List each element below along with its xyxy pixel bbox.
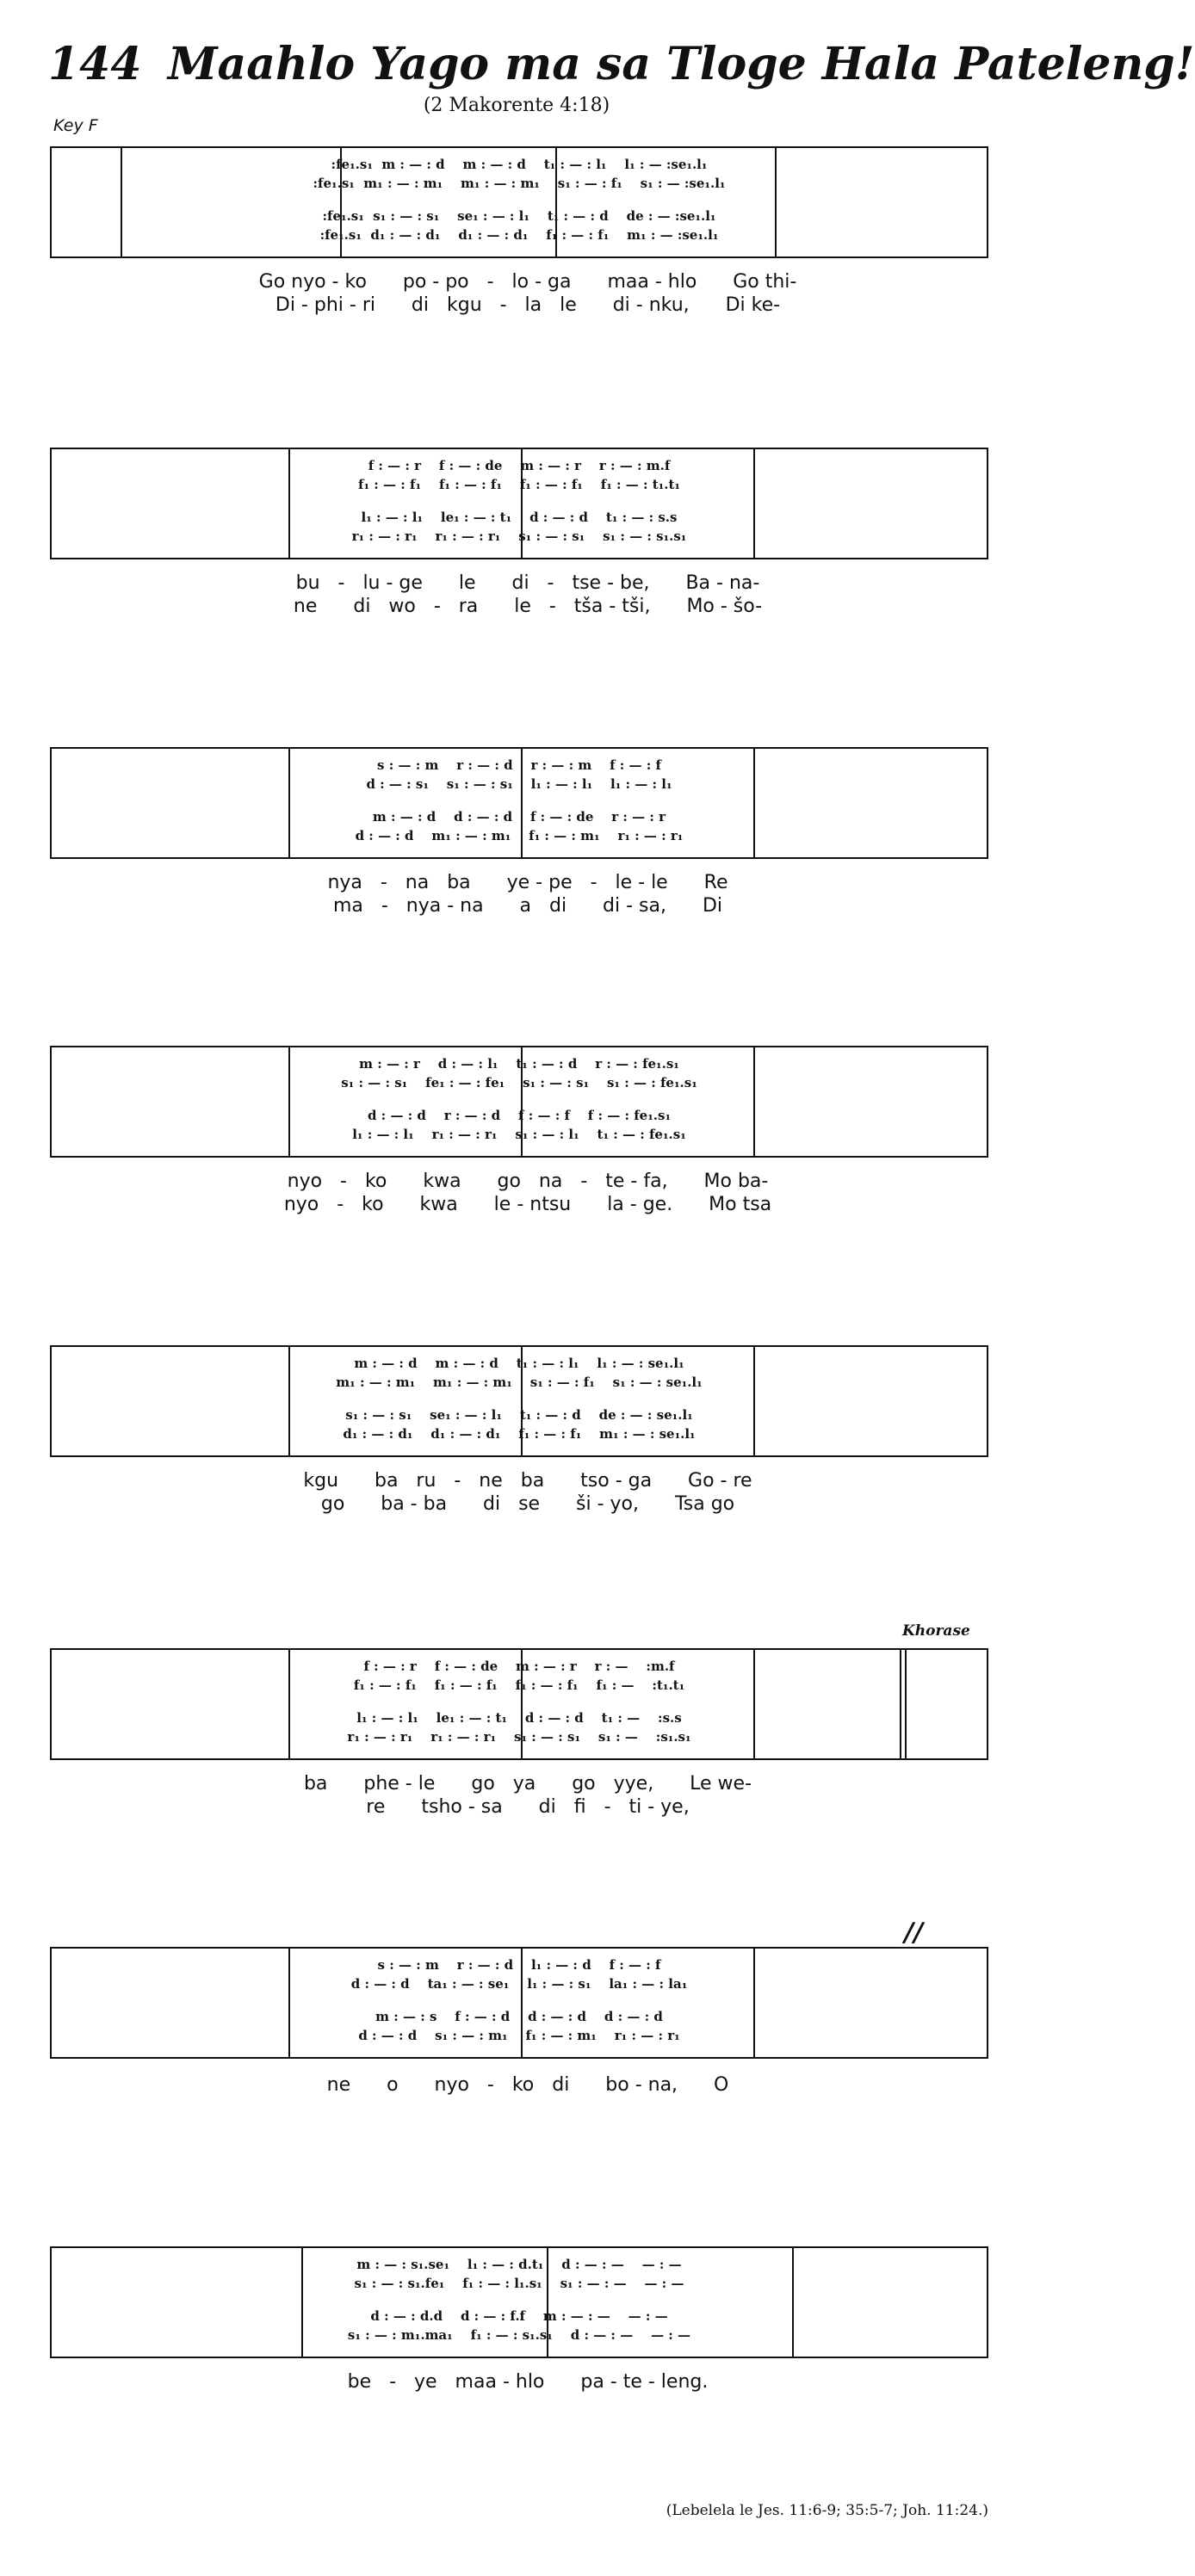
lyric-text: go ba - ba di se ši - yo, Tsa go: [320, 1493, 735, 1515]
lyric-line: [67, 2074, 988, 2098]
lyric-line: [67, 572, 988, 596]
voice-row: [57, 477, 981, 496]
hymn-number: 144: [48, 38, 142, 90]
lyric-line: [67, 1194, 988, 1218]
voice-notes: m : — : d m : — : d t₁ : — : l₁ l₁ : — : se₁.l₁: [354, 1356, 684, 1371]
voice-notes: d : — : d r : — : d f : — : f f : — : fe₁.s₁: [367, 1108, 672, 1123]
music-stave: [50, 2246, 988, 2358]
voice-row: [57, 1957, 981, 1976]
voice-notes: s₁ : — : m₁.ma₁ f₁ : — : s₁.s₁ d : — : — — : —: [347, 2327, 691, 2343]
voice-row: [57, 2276, 981, 2295]
voice-row: [57, 1976, 981, 1995]
voice-notes: f : — : r f : — : de m : — : r r : — : m.f: [368, 458, 671, 473]
voice-notes: d : — : d ta₁ : — : se₁ l₁ : — : s₁ la₁ : — : la₁: [350, 1976, 688, 1992]
voice-row: [57, 2257, 981, 2276]
voice-notes: s₁ : — : s₁.fe₁ f₁ : — : l₁.s₁ s₁ : — : — — : —: [354, 2276, 684, 2291]
voice-row: [57, 510, 981, 528]
lyric-text: kgu ba ru - ne ba tso - ga Go - re: [303, 1470, 752, 1492]
voice-row: [57, 757, 981, 776]
voice-notes: s₁ : — : s₁ se₁ : — : l₁ t₁ : — : d de : — : se₁.l₁: [345, 1407, 693, 1423]
lyric-text: [67, 2097, 988, 2122]
voice-row: [57, 2327, 981, 2346]
voice-notes: :fe₁.s₁ m₁ : — : m₁ m₁ : — : m₁ s₁ : — : f₁ s₁ : — :se₁.l₁: [313, 176, 726, 191]
lyric-line: [67, 1171, 988, 1195]
lyric-text: Go nyo - ko po - po - lo - ga maa - hlo Go thi-: [258, 271, 797, 293]
voice-row: [57, 1729, 981, 1748]
music-stave: [50, 448, 988, 559]
lyric-text: nyo - ko kwa go na - te - fa, Mo ba-: [287, 1171, 769, 1192]
voice-notes: s₁ : — : s₁ fe₁ : — : fe₁ s₁ : — : s₁ s₁ : — : fe₁.s₁: [341, 1075, 697, 1090]
music-stave: [50, 146, 988, 258]
lyric-text: nyo - ko kwa le - ntsu la - ge. Mo tsa: [283, 1194, 772, 1215]
voice-notes: f₁ : — : f₁ f₁ : — : f₁ f₁ : — : f₁ f₁ : — : t₁.t₁: [358, 477, 680, 492]
voice-notes: f₁ : — : f₁ f₁ : — : f₁ f₁ : — : f₁ f₁ : — :t₁.t₁: [353, 1677, 685, 1693]
voice-row: [57, 227, 981, 246]
voice-notes: d : — : d m₁ : — : m₁ f₁ : — : m₁ r₁ : — : r₁: [355, 828, 684, 843]
voice-notes: m : — : r d : — : l₁ t₁ : — : d r : — : fe₁.s₁: [359, 1056, 679, 1072]
chorus-label: Khorase: [902, 1622, 970, 1640]
music-stave: [50, 1345, 988, 1457]
voice-row: [57, 1056, 981, 1075]
lyric-line: [67, 895, 988, 919]
music-stave: [50, 1947, 988, 2059]
voice-row: [57, 1407, 981, 1426]
voice-row: [57, 809, 981, 828]
voice-row: [57, 1356, 981, 1374]
voice-notes: r₁ : — : r₁ r₁ : — : r₁ s₁ : — : s₁ s₁ : — : s₁.s₁: [351, 528, 687, 544]
lyric-text: ma - nya - na a di di - sa, Di: [332, 895, 722, 917]
voice-row: [57, 1108, 981, 1127]
voice-notes: f : — : r f : — : de m : — : r r : — :m.f: [363, 1659, 675, 1674]
lyric-text: nya - na ba ye - pe - le - le Re: [327, 872, 728, 893]
voice-notes: m₁ : — : m₁ m₁ : — : m₁ s₁ : — : f₁ s₁ : — : se₁.l₁: [336, 1374, 703, 1390]
voice-row: [57, 1127, 981, 1146]
voice-notes: l₁ : — : l₁ le₁ : — : t₁ d : — : d t₁ : — :s.s: [356, 1710, 682, 1726]
voice-notes: r₁ : — : r₁ r₁ : — : r₁ s₁ : — : s₁ s₁ : — :s₁.s₁: [347, 1729, 691, 1745]
lyric-line: [67, 1493, 988, 1517]
lyric-text: bu - lu - ge le di - tse - be, Ba - na-: [295, 572, 760, 594]
lyric-line: [67, 271, 988, 295]
lyric-line: [67, 2394, 988, 2418]
voice-notes: l₁ : — : l₁ le₁ : — : t₁ d : — : d t₁ : — : s.s: [361, 510, 678, 525]
voice-row: [57, 176, 981, 195]
voice-notes: m : — : s f : — : d d : — : d d : — : d: [375, 2009, 663, 2024]
voice-notes: m : — : s₁.se₁ l₁ : — : d.t₁ d : — : — — : —: [356, 2257, 682, 2272]
lyric-line: [67, 596, 988, 620]
lyric-line: [67, 1773, 988, 1797]
footnote: (Lebelela le Jes. 11:6-9; 35:5-7; Joh. 11:24.): [666, 2502, 988, 2519]
lyric-text: ne o nyo - ko di bo - na, O: [326, 2074, 729, 2096]
voice-row: [57, 528, 981, 547]
lyric-text: Di - phi - ri di kgu - la le di - nku, Di ke-: [275, 294, 781, 316]
lyric-line: [67, 1796, 988, 1820]
voice-row: [57, 1659, 981, 1677]
voice-row: [57, 828, 981, 847]
voice-row: [57, 1374, 981, 1393]
hymn-title: Maahlo Yago ma sa Tloge Hala Pateleng!: [168, 38, 1195, 90]
voice-row: [57, 458, 981, 477]
voice-row: [57, 2009, 981, 2028]
key-signature: Key F: [53, 116, 98, 135]
voice-row: [57, 2028, 981, 2047]
voice-notes: :fe₁.s₁ m : — : d m : — : d t₁ : — : l₁ l₁ : — :se₁.l₁: [331, 157, 708, 172]
voice-row: [57, 1677, 981, 1696]
voice-notes: d₁ : — : d₁ d₁ : — : d₁ f₁ : — : f₁ m₁ : — : se₁.l₁: [343, 1426, 696, 1442]
voice-notes: d : — : d.d d : — : f.f m : — : — — : —: [370, 2308, 668, 2324]
voice-notes: d : — : s₁ s₁ : — : s₁ l₁ : — : l₁ l₁ : — : l₁: [366, 776, 672, 792]
voice-notes: m : — : d d : — : d f : — : de r : — : r: [372, 809, 666, 825]
music-stave: [50, 747, 988, 859]
voice-row: [57, 1075, 981, 1094]
lyric-line: [67, 872, 988, 896]
scripture-reference: (2 Makorente 4:18): [423, 95, 610, 116]
voice-row: [57, 1426, 981, 1445]
voice-row: [57, 776, 981, 795]
lyric-text: ne di wo - ra le - tša - tši, Mo - šo-: [293, 596, 763, 617]
voice-row: [57, 2308, 981, 2327]
lyric-line: [67, 294, 988, 318]
lyric-line: [67, 2097, 988, 2122]
voice-notes: :fe₁.s₁ d₁ : — : d₁ d₁ : — : d₁ f₁ : — : f₁ m₁ : — :se₁.l₁: [319, 227, 719, 243]
lyric-text: [67, 2394, 988, 2418]
lyric-line: [67, 1470, 988, 1494]
voice-row: [57, 208, 981, 227]
voice-row: [57, 157, 981, 176]
voice-notes: l₁ : — : l₁ r₁ : — : r₁ s₁ : — : l₁ t₁ : — : fe₁.s₁: [352, 1127, 686, 1142]
music-stave: [50, 1046, 988, 1158]
lyric-line: [67, 2371, 988, 2395]
voice-notes: s : — : m r : — : d l₁ : — : d f : — : f: [377, 1957, 661, 1973]
lyric-text: ba phe - le go ya go yye, Le we-: [303, 1773, 752, 1795]
voice-notes: s : — : m r : — : d r : — : m f : — : f: [377, 757, 661, 773]
lyric-text: be - ye maa - hlo pa - te - leng.: [347, 2371, 709, 2393]
voice-notes: d : — : d s₁ : — : m₁ f₁ : — : m₁ r₁ : — : r₁: [358, 2028, 680, 2043]
breath-mark: //: [904, 1918, 923, 1948]
lyric-text: re tsho - sa di fi - ti - ye,: [366, 1796, 690, 1818]
voice-row: [57, 1710, 981, 1729]
music-stave: [50, 1648, 988, 1760]
voice-notes: :fe₁.s₁ s₁ : — : s₁ se₁ : — : l₁ t₁ : — : d de : — :se₁.l₁: [322, 208, 716, 224]
